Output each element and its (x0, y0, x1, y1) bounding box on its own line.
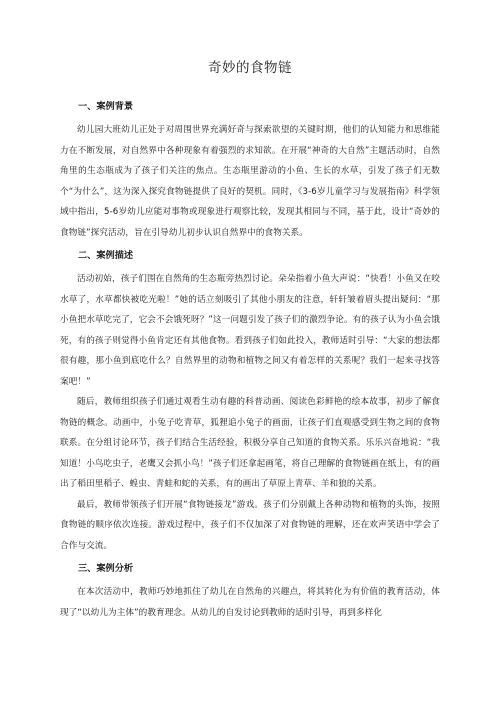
paragraph-description-1: 活动初始，孩子们围在自然角的生态瓶旁热烈讨论。朵朵指着小鱼大声说：“快看！小鱼又在咬水草了，水草都快被吃光啦！”她的话立刻吸引了其他小朋友的注意，轩轩皱着眉头提出疑问：“那小鱼把水草吃完了，它会不会饿死呀？”这一问题引发了孩子们的激烈争论。有的孩子认为小鱼会饿死，有的孩子则觉得小鱼肯定还有其他食物。看到孩子们如此投入，教师适时引导：“大家的想法都很有趣，那小鱼到底吃什么？自然界里的动物和植物之间又有着怎样的关系呢？我们一起来寻找答案吧！” (60, 274, 440, 387)
section-heading-description: 二、案例描述 (78, 250, 134, 261)
paragraph-analysis-1: 在本次活动中，教师巧妙地抓住了幼儿在自然角的兴趣点，将其转化为有价值的教育活动，体现了“以幼儿为主体”的教育理念。从幼儿的自发讨论到教师的适时引导，再到多样化 (60, 587, 440, 618)
section-heading-background: 一、案例背景 (78, 101, 134, 112)
document-page (60, 56, 440, 623)
section-heading-analysis: 三、案例分析 (78, 563, 134, 574)
paragraph-description-3: 最后，教师带领孩子们开展“食物链接龙”游戏。孩子们分别戴上各种动物和植物的头饰，按照食物链的顺序依次连接。游戏过程中，孩子们不仅加深了对食物链的理解，还在欢声笑语中学会了合作与交流。 (60, 499, 440, 551)
document-title: 奇妙的食物链 (208, 60, 292, 76)
paragraph-background-1: 幼儿园大班幼儿正处于对周围世界充满好奇与探索欲望的关键时期，他们的认知能力和思维能力在不断发展，对自然界中各种现象有着强烈的求知欲。在开展“神奇的大自然”主题活动时，自然角里的生态瓶成为了孩子们关注的焦点。生态瓶里游动的小鱼、生长的水草，引发了孩子们无数个“为什么”，这为深入探究食物链提供了良好的契机。同时，《3-6岁儿童学习与发展指南》科学领域中指出，5-6岁幼儿应能对事物或现象进行观察比较，发现其相同与不同，基于此，设计“奇妙的食物链”探究活动，旨在引导幼儿初步认识自然界中的食物关系。 (60, 125, 440, 238)
paragraph-description-2: 随后，教师组织孩子们通过观看生动有趣的科普动画、阅读色彩鲜艳的绘本故事，初步了解食物链的概念。动画中，小兔子吃青草，狐狸追小兔子的画面，让孩子们直观感受到生物之间的食物联系。在分组讨论环节，孩子们结合生活经验，积极分享自己知道的食物关系。乐乐兴奋地说：“我知道！小鸟吃虫子，老鹰又会抓小鸟！”孩子们还拿起画笔，将自己理解的食物链画在纸上，有的画出了稻田里稻子、蝗虫、青蛙和蛇的关系，有的画出了草原上青草、羊和狼的关系。 (60, 397, 440, 489)
